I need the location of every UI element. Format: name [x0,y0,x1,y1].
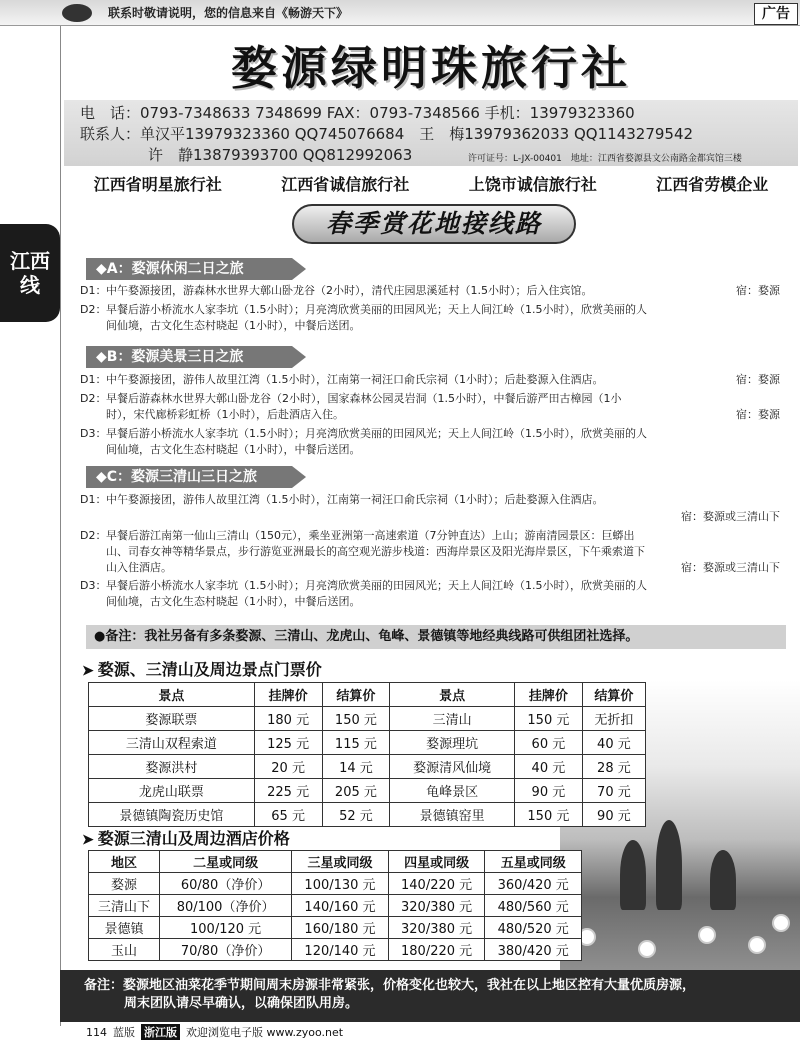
table-cell: 320/380 元 [388,895,485,917]
contact-person2: 许 静13879393700 QQ812992063 [148,146,413,164]
itinerary-text: 间仙境，古文化生态村晓起（1小时），中餐后送团。 [106,319,361,332]
table-cell: 380/420 元 [485,939,582,961]
table-cell: 125 元 [254,731,322,755]
page-footer [86,1024,343,1040]
route-title: ◆C：婺源三清山三日之旅 [86,466,292,488]
table-cell: 龟峰景区 [390,779,515,803]
license-address: 许可证号：L-JX-00401 地址：江西省婺源县文公南路金都宾馆三楼 [468,154,742,164]
itinerary-line [80,509,780,525]
table-cell: 150 元 [322,707,390,731]
edition-label: 蓝版 [113,1026,135,1039]
contact-phone: 电 话：0793-7348633 7348699 FAX：0793-7348566 手机：13979323360 [80,104,635,122]
honor-title: 上饶市诚信旅行社 [468,175,597,194]
bottom-note [60,970,800,1022]
table-cell: 三清山 [390,707,515,731]
honor-title: 江西省诚信旅行社 [281,175,410,194]
itinerary-text: 山、司春女神等精华景点，步行游览亚洲最长的高空观光游步栈道：西海岸景区及阳光海岸景区，下午乘索道下 [106,545,645,558]
arrow-icon: ➤ [82,663,94,679]
table-cell: 52 元 [322,803,390,827]
itinerary-text: 时），宋代廊桥彩虹桥（1小时），后赴酒店入住。 [106,408,344,421]
route-title: ◆B：婺源美景三日之旅 [86,346,292,368]
table-cell: 40 元 [582,731,645,755]
table-cell: 三清山下 [89,895,160,917]
day-tag: D1： [80,493,107,506]
table-cell: 90 元 [582,803,645,827]
table-cell: 90 元 [515,779,583,803]
itinerary-line [80,283,780,299]
region-tab-line2: 线 [20,273,40,297]
itinerary-text: 早餐后游小桥流水人家李坑（1.5小时）；月亮湾欣赏美丽的田园风光；天上人间江岭（1.5小时），欣赏美丽的人 [106,303,647,316]
day-tag: D3： [80,427,107,440]
table-row [89,755,646,779]
column-header: 五星或同级 [485,851,582,873]
column-header: 三星或同级 [292,851,389,873]
column-header: 景点 [390,683,515,707]
itinerary-line [80,442,780,458]
honor-title: 江西省明星旅行社 [93,175,222,194]
table-cell: 60 元 [515,731,583,755]
itinerary-line [80,560,780,576]
stay-location: 宿：婺源 [736,284,780,297]
contact-person1: 联系人：单汉平13979323360 QQ745076684 王 梅13979362033 QQ1143279542 [80,125,694,143]
bottom-note-line1: 备注：婺源地区油菜花季节期间周末房源非常紧张，价格变化也较大，我社在以上地区控有大量优质房源， [84,978,696,993]
table-cell: 三清山双程索道 [89,731,255,755]
column-header: 二星或同级 [159,851,291,873]
itinerary-line [80,318,780,334]
stay-location: 宿：婺源或三清山下 [681,561,780,574]
table-row [89,803,646,827]
table-cell: 40 元 [515,755,583,779]
hotels-table [88,850,582,961]
itinerary-line [80,544,780,560]
contact-block [64,100,798,166]
itinerary-line [80,492,780,508]
itinerary-text: 早餐后游江南第一仙山三清山（150元），乘坐亚洲第一高速索道（7分钟直达）上山；游南清园景区：巨蟒出 [106,529,635,542]
table-cell: 婺源 [89,873,160,895]
table-cell: 70/80（净价） [159,939,291,961]
table-cell: 无折扣 [582,707,645,731]
itinerary-line [80,391,780,407]
itinerary-text: 中午婺源接团，游森林水世界大鄣山卧龙谷（2小时），清代庄园思溪延村（1.5小时）；后入住宾馆。 [106,284,593,297]
itinerary-text: 早餐后游森林水世界大鄣山卧龙谷（2小时），国家森林公园灵岩洞（1.5小时），中餐后游严田古樟园（1小 [106,392,622,405]
region-tab [0,224,60,322]
itinerary-text: 早餐后游小桥流水人家李坑（1.5小时）；月亮湾欣赏美丽的田园风光；天上人间江岭（1.5小时），欣赏美丽的人 [106,579,647,592]
day-tag: D2： [80,529,107,542]
table-cell: 140/160 元 [292,895,389,917]
day-tag: D3： [80,579,107,592]
itinerary-line [80,372,780,388]
ad-label: 广告 [754,3,798,25]
itinerary-text: 山入住酒店。 [106,561,172,574]
table-cell: 14 元 [322,755,390,779]
tickets-title: ➤ 婺源、三清山及周边景点门票价 [82,660,322,679]
column-header: 景点 [89,683,255,707]
table-cell: 360/420 元 [485,873,582,895]
table-cell: 205 元 [322,779,390,803]
arrow-icon: ➤ [82,832,94,848]
column-header: 四星或同级 [388,851,485,873]
table-cell: 65 元 [254,803,322,827]
itinerary-line [80,594,780,610]
edition-box: 浙江版 [141,1024,180,1040]
table-cell: 120/140 元 [292,939,389,961]
table-cell: 160/180 元 [292,917,389,939]
honor-title: 江西省劳模企业 [656,175,769,194]
table-row [89,939,582,961]
table-row [89,731,646,755]
route-banner: 春季赏花地接线路 [292,204,576,244]
table-row [89,707,646,731]
column-header: 地区 [89,851,160,873]
table-row [89,917,582,939]
page-number: 114 [86,1025,107,1039]
top-bar [0,0,800,26]
table-cell: 225 元 [254,779,322,803]
itinerary-text: 间仙境，古文化生态村晓起（1小时），中餐后送团。 [106,443,361,456]
column-header: 结算价 [322,683,390,707]
itinerary-line [80,302,780,318]
tickets-table [88,682,646,827]
table-cell: 景德镇 [89,917,160,939]
column-header: 挂牌价 [254,683,322,707]
itinerary-line [80,528,780,544]
table-cell: 180 元 [254,707,322,731]
table-cell: 180/220 元 [388,939,485,961]
itinerary-text: 中午婺源接团，游伟人故里江湾（1.5小时），江南第一祠汪口俞氏宗祠（1小时）；后赴婺源入住酒店。 [106,493,604,506]
region-tab-line1: 江西 [10,249,50,273]
table-cell: 320/380 元 [388,917,485,939]
table-cell: 480/520 元 [485,917,582,939]
table-row [89,873,582,895]
route-title: ◆A：婺源休闲二日之旅 [86,258,292,280]
itinerary-text: 中午婺源接团，游伟人故里江湾（1.5小时），江南第一祠汪口俞氏宗祠（1小时）；后赴婺源入住酒店。 [106,373,604,386]
itinerary-text: 早餐后游小桥流水人家李坑（1.5小时）；月亮湾欣赏美丽的田园风光；天上人间江岭（1.5小时），欣赏美丽的人 [106,427,647,440]
table-cell: 20 元 [254,755,322,779]
table-cell: 婺源洪村 [89,755,255,779]
table-cell: 140/220 元 [388,873,485,895]
table-cell: 景德镇窑里 [390,803,515,827]
column-header: 挂牌价 [515,683,583,707]
table-cell: 龙虎山联票 [89,779,255,803]
table-cell: 婺源联票 [89,707,255,731]
top-slogan: 联系时敬请说明，您的信息来自《畅游天下》 [108,6,349,20]
stay-location: 宿：婺源或三清山下 [681,510,780,523]
day-tag: D1： [80,284,107,297]
itinerary-line [80,407,780,423]
itinerary-line [80,578,780,594]
table-cell: 100/130 元 [292,873,389,895]
column-header: 结算价 [582,683,645,707]
itinerary-text: 间仙境，古文化生态村晓起（1小时），中餐后送团。 [106,595,361,608]
table-cell: 100/120 元 [159,917,291,939]
table-cell: 80/100（净价） [159,895,291,917]
routes-note: ●备注：我社另备有多条婺源、三清山、龙虎山、龟峰、景德镇等地经典线路可供组团社选择。 [86,625,786,649]
table-cell: 150 元 [515,803,583,827]
honors-row [64,172,798,198]
itinerary-line [80,426,780,442]
table-row [89,779,646,803]
day-tag: D1： [80,373,107,386]
table-cell: 婺源清风仙境 [390,755,515,779]
table-cell: 115 元 [322,731,390,755]
bottom-note-line2: 周末团队请尽早确认，以确保团队用房。 [124,996,359,1011]
table-cell: 婺源理坑 [390,731,515,755]
stay-location: 宿：婺源 [736,373,780,386]
hotels-title: ➤ 婺源三清山及周边酒店价格 [82,829,290,848]
table-cell: 景德镇陶瓷历史馆 [89,803,255,827]
table-cell: 28 元 [582,755,645,779]
table-cell: 70 元 [582,779,645,803]
stay-location: 宿：婺源 [736,408,780,421]
table-header-row [89,851,582,873]
footer-url-text[interactable]: 欢迎浏览电子版 www.zyoo.net [186,1026,344,1039]
table-cell: 玉山 [89,939,160,961]
table-header-row [89,683,646,707]
table-row [89,895,582,917]
table-cell: 60/80（净价） [159,873,291,895]
table-cell: 150 元 [515,707,583,731]
day-tag: D2： [80,303,107,316]
magazine-logo [62,4,92,22]
company-name: 婺源绿明珠旅行社 [231,41,631,95]
table-cell: 480/560 元 [485,895,582,917]
day-tag: D2： [80,392,107,405]
